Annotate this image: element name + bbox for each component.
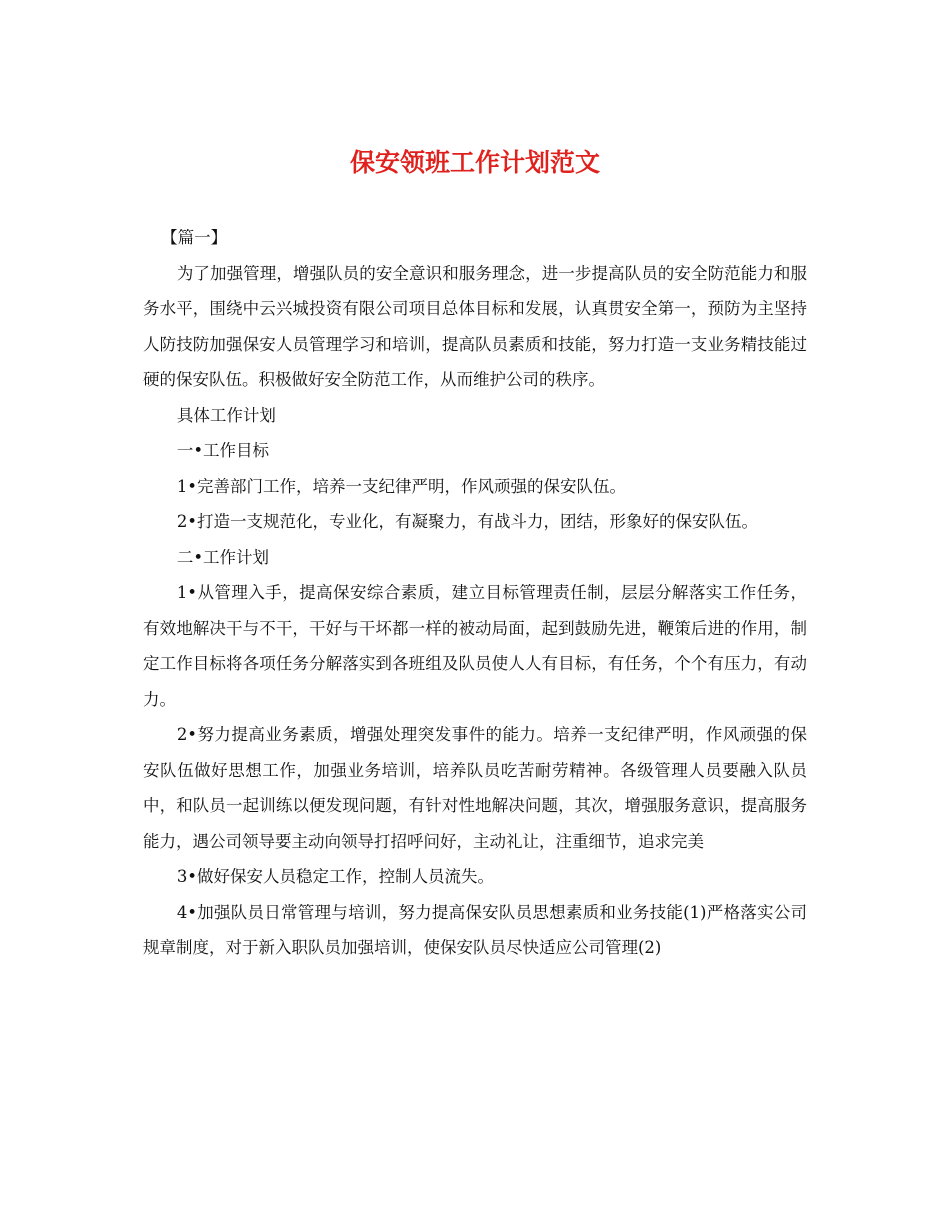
heading-goals: 一•工作目标 xyxy=(176,441,270,460)
plan-item-3: 3•做好保安人员稳定工作，控制人员流失。 xyxy=(176,867,495,886)
goal-item-2: 2•打造一支规范化，专业化，有凝聚力，有战斗力，团结，形象好的保安队伍。 xyxy=(176,512,759,531)
goal-item-1: 1•完善部门工作，培养一支纪律严明，作风顽强的保安队伍。 xyxy=(176,476,627,496)
intro-paragraph: 为了加强管理，增强队员的安全意识和服务理念，进一步提高队员的安全防范能力和服务水平，围绕中云兴城投资有限公司项目总体目标和发展，认真贯安全第一，预防为主坚持人防技防加强保安人员管理学习和培训，提高队员素质和技能，努力打造一支业务精技能过硬的保安队伍。积极做好安全防范工作，从而维护公司的秩序。 xyxy=(143,263,807,389)
plan-item-1: 1•从管理入手，提高保安综合素质，建立目标管理责任制，层层分解落实工作任务，有效地解决干与不干，干好与干坏都一样的被动局面，起到鼓励先进，鞭策后进的作用，制定工作目标将各项任务分解落实到各班组及队员使人人有目标，有任务，个个有压力，有动力。 xyxy=(143,583,807,709)
plan-item-2: 2•努力提高业务素质，增强处理突发事件的能力。培养一支纪律严明，作风顽强的保安队伍做好思想工作，加强业务培训，培养队员吃苦耐劳精神。各级管理人员要融入队员中，和队员一起训练以便发现问题，有针对性地解决问题，其次，增强服务意识，提高服务能力，遇公司领导要主动向领导打招呼问好，主动礼让，注重细节，追求完美 xyxy=(143,725,807,851)
document-title: 保安领班工作计划范文 xyxy=(349,148,600,177)
document-body xyxy=(143,220,807,966)
subheading-plan: 具体工作计划 xyxy=(176,405,276,425)
plan-item-4: 4•加强队员日常管理与培训，努力提高保安队员思想素质和业务技能(1)严格落实公司规章制度，对于新入职队员加强培训，使保安队员尽快适应公司管理(2) xyxy=(143,902,807,957)
section-label: 【篇一】 xyxy=(161,228,228,247)
heading-plan: 二•工作计划 xyxy=(176,547,270,567)
